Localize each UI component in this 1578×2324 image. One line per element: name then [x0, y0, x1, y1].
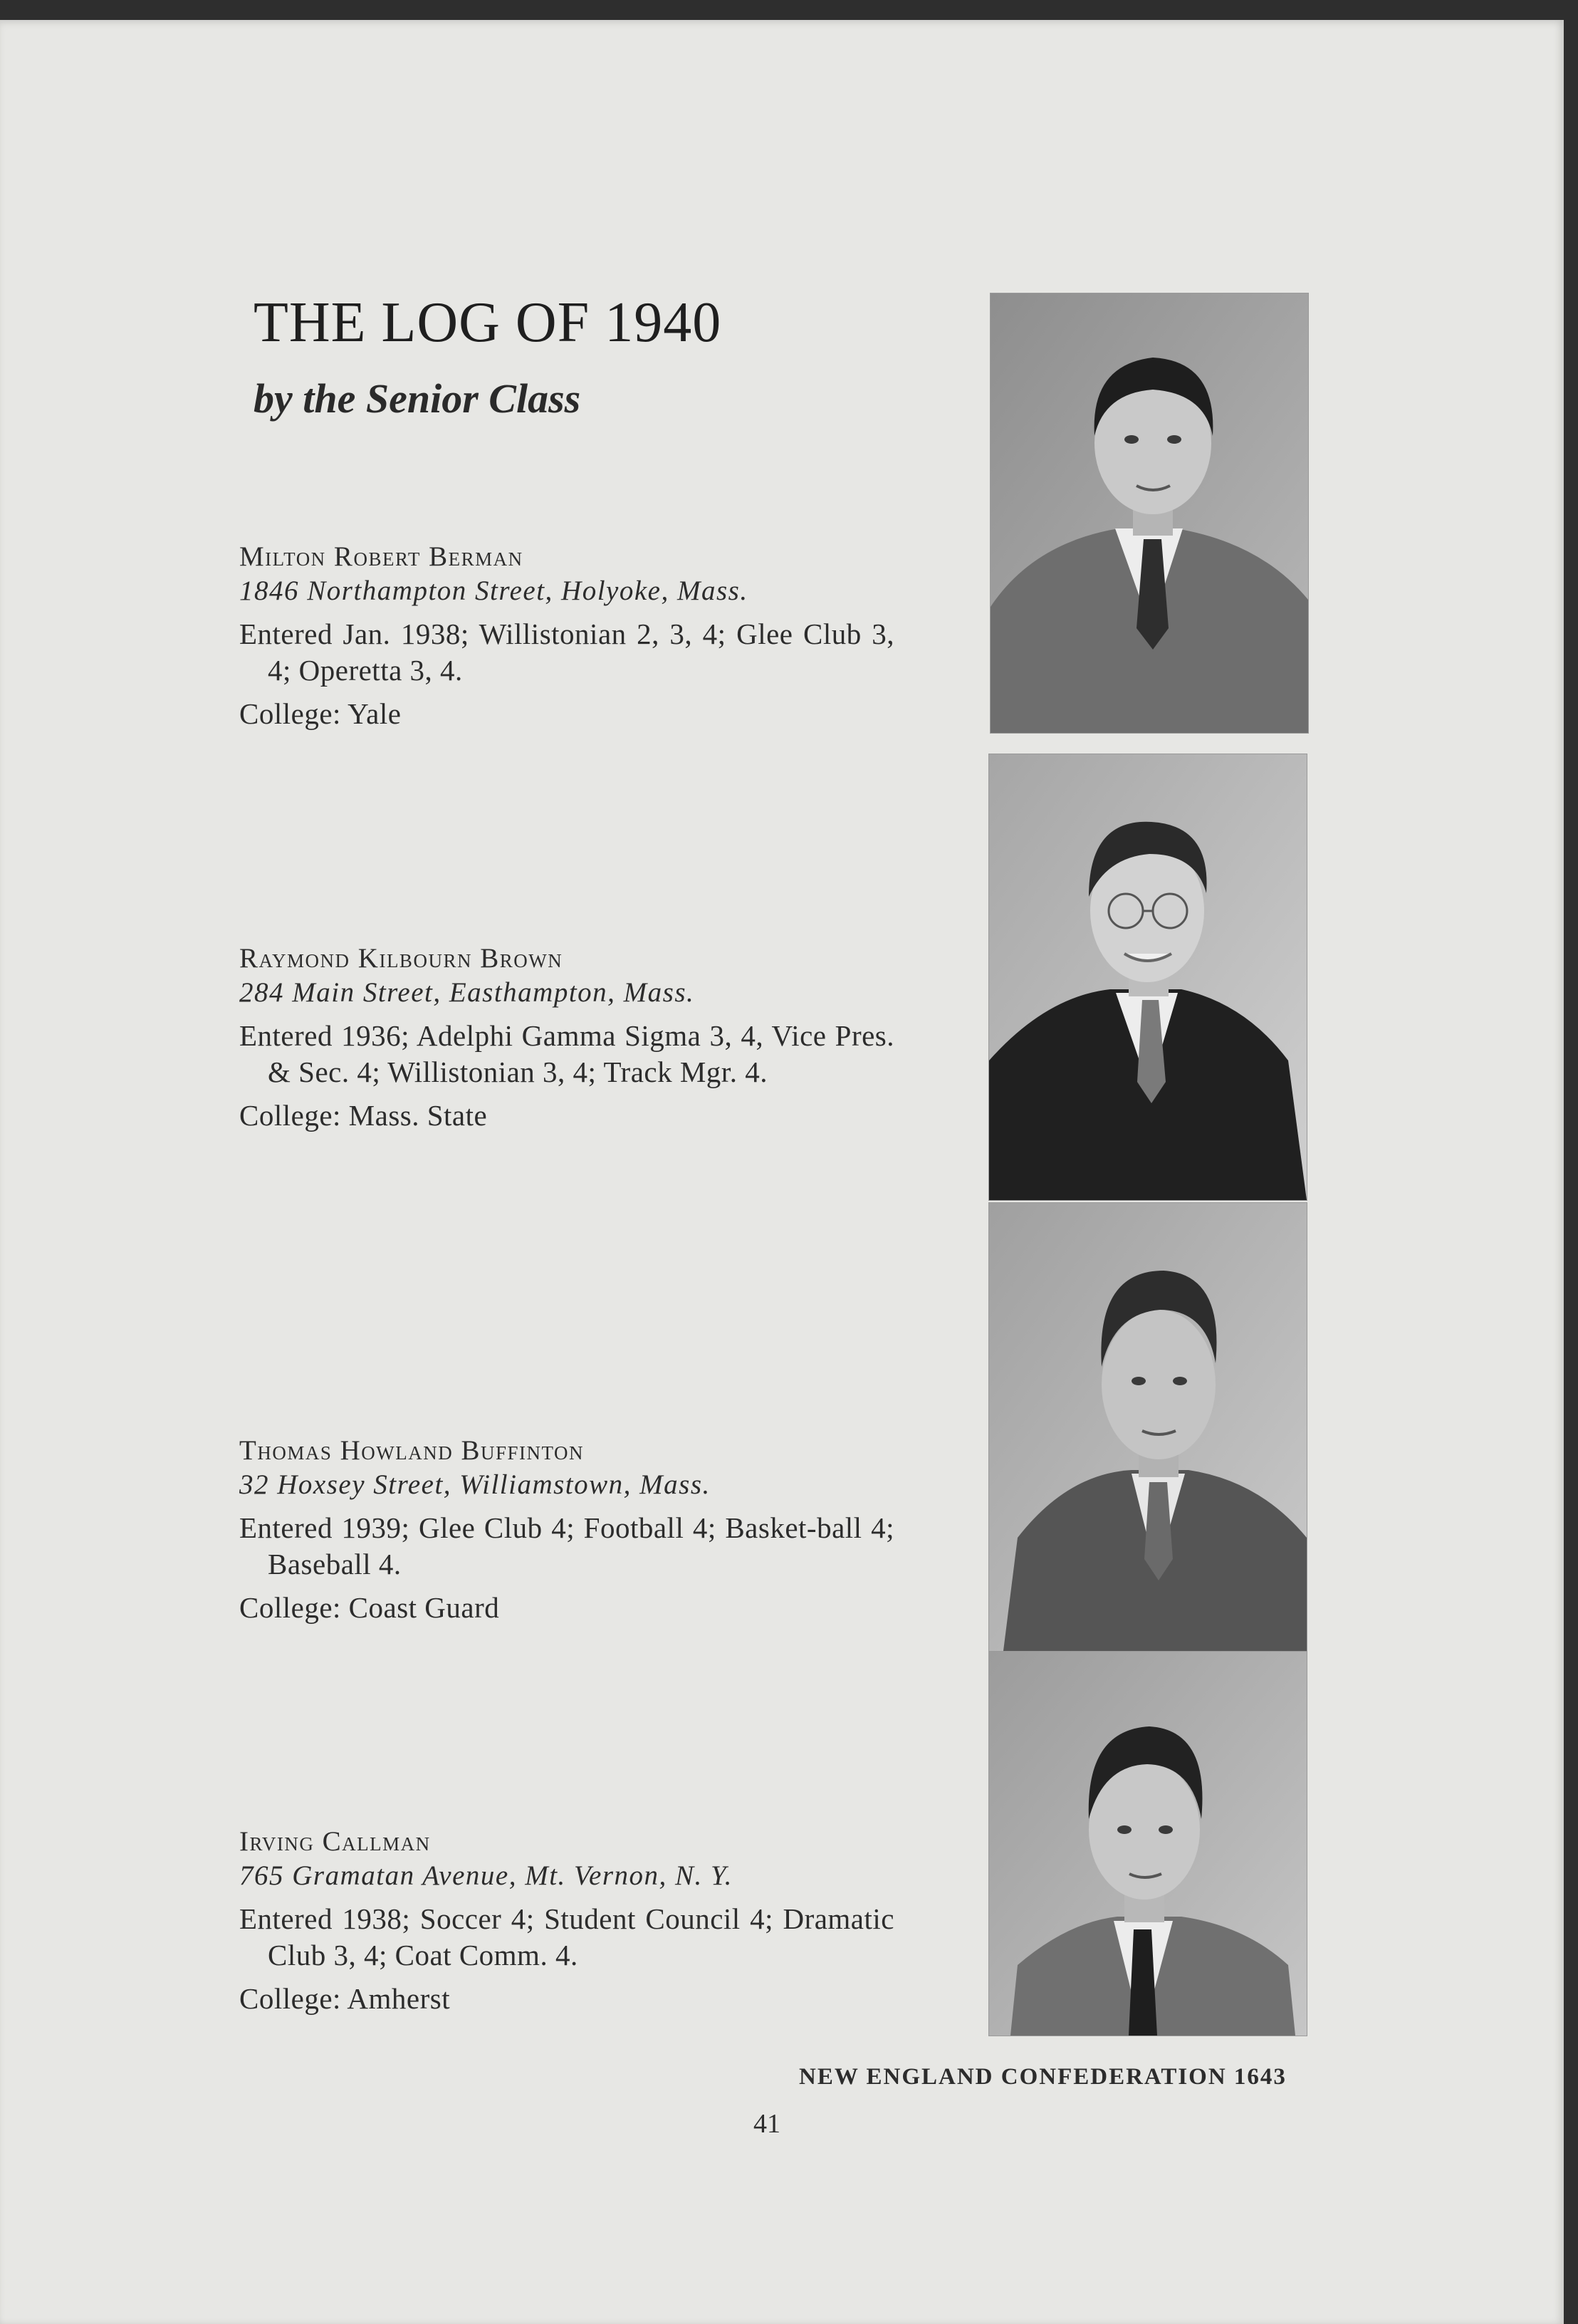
portrait-photo [988, 1651, 1307, 2036]
yearbook-page [0, 20, 1564, 2324]
student-record: Entered Jan. 1938; Willistonian 2, 3, 4; Glee Club 3, 4; Operetta 3, 4. [239, 618, 894, 687]
senior-entry [239, 1825, 894, 2017]
page-subtitle: by the Senior Class [254, 375, 581, 422]
senior-entry [239, 1434, 894, 1626]
portrait-photo [990, 293, 1309, 734]
student-name: Milton Robert Berman [239, 541, 523, 572]
student-college: College: Coast Guard [239, 1591, 500, 1624]
student-college: College: Mass. State [239, 1099, 488, 1132]
student-address: 765 Gramatan Avenue, Mt. Vernon, N. Y. [239, 1860, 733, 1891]
running-footer: NEW ENGLAND CONFEDERATION 1643 [799, 2064, 1287, 2090]
portrait-photo [988, 1202, 1307, 1652]
page-number: 41 [753, 2109, 780, 2139]
page-title: THE LOG OF 1940 [254, 291, 722, 354]
student-address: 284 Main Street, Easthampton, Mass. [239, 977, 695, 1008]
portrait-photo [988, 754, 1307, 1201]
student-name: Thomas Howland Buffinton [239, 1435, 585, 1466]
student-name: Irving Callman [239, 1826, 431, 1857]
student-record: Entered 1938; Soccer 4; Student Council 4; Dramatic Club 3, 4; Coat Comm. 4. [239, 1902, 894, 1971]
student-address: 1846 Northampton Street, Holyoke, Mass. [239, 575, 748, 606]
student-name: Raymond Kilbourn Brown [239, 943, 563, 974]
student-record: Entered 1936; Adelphi Gamma Sigma 3, 4, Vice Pres. & Sec. 4; Willistonian 3, 4; Track Mgr. 4. [239, 1019, 894, 1088]
student-record: Entered 1939; Glee Club 4; Football 4; Basket-ball 4; Baseball 4. [239, 1511, 894, 1580]
senior-entry [239, 942, 894, 1134]
student-college: College: Yale [239, 697, 402, 730]
student-address: 32 Hoxsey Street, Williamstown, Mass. [239, 1469, 711, 1500]
student-college: College: Amherst [239, 1982, 451, 2015]
senior-entry [239, 541, 894, 732]
